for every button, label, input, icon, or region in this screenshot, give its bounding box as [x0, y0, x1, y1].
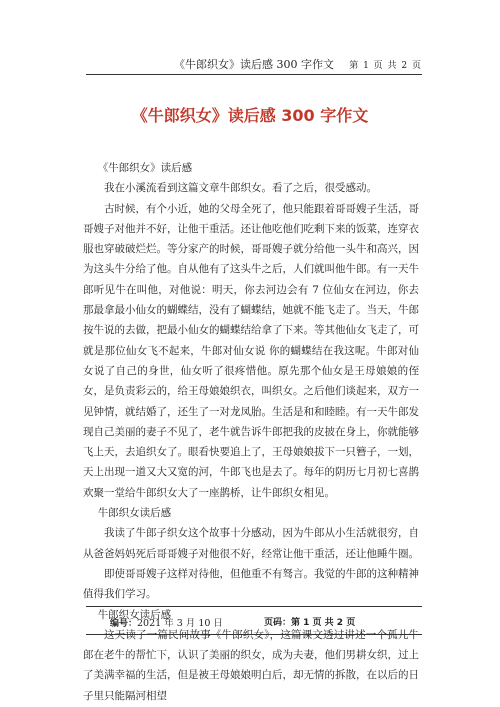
footer-page-value: 第 1 页 共 2 页 — [291, 618, 356, 628]
footer-rule-top — [86, 606, 422, 607]
footer-code-value: 2021 年 3 月 10 日 — [137, 618, 223, 629]
page-header — [86, 54, 422, 76]
footer-code-label: 编号： — [110, 619, 138, 629]
paragraph: 这天读了一篇民间故事《牛郎织女》，这篇课文透过讲述一个孤儿牛郎在老牛的帮忙下，认识了美丽的织女，成为夫妻，他们男耕女织，过上了美满幸福的生活，但是被王母娘娘明白后，却无情的拆散，在以后的日子里只能隔河相望 — [83, 628, 419, 702]
document-title: 《牛郎织女》读后感 300 字作文 — [131, 106, 369, 125]
footer-page — [264, 615, 355, 628]
footer-code — [110, 615, 223, 629]
paragraph: 即使哥哥嫂子这样对待他，但他重不有驽言。我觉的牛郎的这种精神值得我们学习。 — [83, 567, 419, 601]
section-heading: 牛郎织女读后感 — [97, 608, 172, 621]
footer-page-label: 页码： — [264, 618, 292, 628]
paragraph: 古时候，有个小近，她的父母全死了，他只能跟着哥哥嫂子生活，哥哥嫂子对他并不好，让他干重活。还让他吃他们吃剩下来的饭菜，连穿衣服也穿破破烂烂。等分家产的时候，哥哥嫂子就分给他一头牛和高兴，因为这头牛分给了他。自从他有了这头牛之后，人们就叫他牛郎。有一天牛郎听见牛在叫他，对他说：明天，你去河边会有 7 位仙女在河边，你去那最拿最小仙女的蝴蝶结，没有了蝴蝶结，她就不能飞走了。当天，牛郎按牛说的去做，把最小仙女的蝴蝶结给拿了下来。等其他仙女飞走了，可就是那位仙女飞不起来，牛郎对仙女说 你的蝴蝶结在我这呢。牛郎对仙女说了自己的身世，仙女听了很疼惜他。原先那个仙女是王母娘娘的侄女，是负责彩云的，给王母娘娘织衣，叫织女。之后他们谈起来，双方一见钟情，就结婚了，还生了一对龙凤胎。生活是和和睦睦。有一天牛郎发现自己美丽的妻子不见了，老牛就告诉牛郎把我的皮披在身上，你就能够飞上天，去追织女了。眼看快要追上了，王母娘娘拔下一只簪子，一划，天上出现一道又大又宽的河，牛郎飞也是去了。每年的阴历七月初七喜鹊欢聚一堂给牛郎织女大了一座鹊桥，让牛郎织女相见。 — [83, 202, 419, 499]
footer-rule-bottom — [86, 634, 422, 635]
section-heading: 《牛郎织女》读后感 — [97, 162, 193, 174]
header-rule — [86, 74, 422, 75]
header-title: 《牛郎织女》读后感 300 字作文 — [174, 58, 334, 71]
section-heading: 牛郎织女读后感 — [97, 507, 172, 520]
header-page-indicator: 第 1 页 共 2 页 — [349, 61, 422, 71]
paragraph: 我读了牛郎子织女这个故事十分感动，因为牛郎从小生活就很穷，自从爸爸妈妈死后哥哥嫂子对他很不好，经常让他干重活，还让他睡牛圈。 — [83, 527, 419, 560]
paragraph: 我在小溪流看到这篇文章牛郎织女。看了之后，很受感动。 — [104, 182, 377, 195]
page-footer — [86, 606, 422, 636]
